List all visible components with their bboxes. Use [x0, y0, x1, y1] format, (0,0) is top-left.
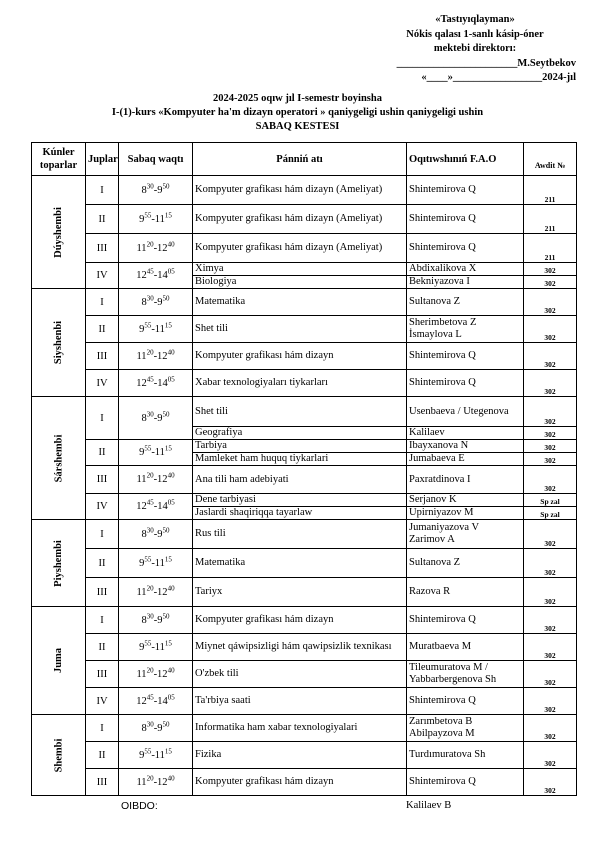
pair-number: III: [86, 578, 119, 607]
subject-cell: Matematika: [193, 289, 407, 316]
time-cell: $12^{45}-14^{05}$: [119, 263, 193, 289]
room-cell: 302: [524, 661, 577, 688]
subject-cell: Dene tarbiyasi: [193, 494, 407, 507]
schedule-table: [31, 142, 577, 796]
table-row: [32, 715, 577, 742]
approval-line3: mektebi direktorı:: [433, 43, 517, 54]
subject-cell: Kompyuter grafikası hám dizayn (Ameliyat): [193, 234, 407, 263]
subject-cell: Geografiya: [193, 427, 407, 440]
teacher-cell: Razova R: [407, 578, 524, 607]
time-cell: $8^{30}-9^{50}$: [119, 520, 193, 549]
pair-number: III: [86, 466, 119, 494]
approval-line2: Nókis qalası 1-sanlı kásip-óner: [406, 28, 544, 40]
table-row: [32, 370, 577, 397]
header-days: Kúnler toparlar: [32, 143, 86, 176]
table-row: [32, 520, 577, 549]
approval-line1: «Tastıyıqlayman»: [435, 14, 515, 25]
subject-cell: Kompyuter grafikası hám dizayn: [193, 769, 407, 796]
teacher-cell: Shintemirova Q: [407, 343, 524, 370]
teacher-cell: Sultanova Z: [407, 289, 524, 316]
pair-number: II: [86, 549, 119, 578]
table-row: [32, 578, 577, 607]
room-cell: 302: [524, 715, 577, 742]
time-cell: $9^{55}-11^{15}$: [119, 440, 193, 466]
room-cell: 302: [524, 440, 577, 453]
teacher-cell: Jumabaeva E: [407, 453, 524, 466]
day-cell: Sárshembi: [32, 397, 86, 520]
footer-label: OIBDO:: [121, 800, 158, 812]
table-row: [32, 234, 577, 263]
pair-number: I: [86, 176, 119, 205]
room-cell: 302: [524, 263, 577, 276]
table-row: [32, 176, 577, 205]
title-schedule: SABAQ KESTESI: [255, 121, 340, 132]
time-cell: $8^{30}-9^{50}$: [119, 607, 193, 634]
time-cell: $12^{45}-14^{05}$: [119, 494, 193, 520]
teacher-cell: Shintemirova Q: [407, 176, 524, 205]
table-row: [32, 466, 577, 494]
room-cell: 302: [524, 607, 577, 634]
room-cell: 302: [524, 453, 577, 466]
teacher-cell: Usenbaeva / Utegenova: [407, 397, 524, 427]
room-cell: 302: [524, 397, 577, 427]
teacher-cell: Bekniyazova I: [407, 276, 524, 289]
pair-number: I: [86, 397, 119, 440]
table-row: [32, 440, 577, 453]
room-cell: 302: [524, 549, 577, 578]
day-cell: Siyshenbi: [32, 289, 86, 397]
pair-number: IV: [86, 688, 119, 715]
subject-cell: Ximya: [193, 263, 407, 276]
time-cell: $9^{55}-11^{15}$: [119, 549, 193, 578]
room-cell: 302: [524, 466, 577, 494]
subject-cell: Informatika ham xabar texnologiyalari: [193, 715, 407, 742]
teacher-cell: Shintemirova Q: [407, 370, 524, 397]
teacher-cell: Sultanova Z: [407, 549, 524, 578]
day-cell: Piyshembi: [32, 520, 86, 607]
time-cell: $12^{45}-14^{05}$: [119, 370, 193, 397]
room-cell: 302: [524, 688, 577, 715]
room-cell: 211: [524, 234, 577, 263]
time-cell: $11^{20}-12^{40}$: [119, 466, 193, 494]
teacher-cell: Jumaniyazova V Zarimov A: [407, 520, 524, 549]
teacher-cell: Muratbaeva M: [407, 634, 524, 661]
room-cell: 302: [524, 520, 577, 549]
table-row: [32, 688, 577, 715]
room-cell: 302: [524, 316, 577, 343]
table-row: [32, 549, 577, 578]
room-cell: 302: [524, 289, 577, 316]
teacher-cell: Sherimbetova Z İsmaylova L: [407, 316, 524, 343]
room-cell: 302: [524, 276, 577, 289]
pair-number: I: [86, 289, 119, 316]
teacher-cell: Paxratdinova I: [407, 466, 524, 494]
table-row: [32, 263, 577, 276]
teacher-cell: Tileumuratova M / Yabbarbergenova Sh: [407, 661, 524, 688]
room-cell: 302: [524, 427, 577, 440]
table-row: [32, 661, 577, 688]
document-title: [0, 92, 595, 134]
room-cell: 211: [524, 205, 577, 234]
pair-number: IV: [86, 370, 119, 397]
time-cell: $8^{30}-9^{50}$: [119, 176, 193, 205]
teacher-cell: Shintemirova Q: [407, 769, 524, 796]
approval-date-line: «____»_________________2024-jıl: [421, 72, 576, 83]
subject-cell: Kompyuter grafikası hám dizayn (Ameliyat): [193, 205, 407, 234]
header-teacher: Oqıtıwshınıń F.A.O: [407, 143, 524, 176]
room-cell: 211: [524, 176, 577, 205]
day-cell: Shembi: [32, 715, 86, 796]
room-cell: 302: [524, 769, 577, 796]
pair-number: I: [86, 607, 119, 634]
time-cell: $11^{20}-12^{40}$: [119, 661, 193, 688]
time-cell: $9^{55}-11^{15}$: [119, 634, 193, 661]
teacher-cell: Shintemirova Q: [407, 205, 524, 234]
subject-cell: Mamleket ham huquq tiykarlari: [193, 453, 407, 466]
teacher-cell: Shintemirova Q: [407, 688, 524, 715]
room-cell: 302: [524, 370, 577, 397]
room-cell: Sp zal: [524, 507, 577, 520]
table-row: [32, 742, 577, 769]
pair-number: I: [86, 715, 119, 742]
room-cell: 302: [524, 578, 577, 607]
pair-number: III: [86, 769, 119, 796]
table-row: [32, 316, 577, 343]
table-row: [32, 494, 577, 507]
subject-cell: Miynet qáwipsizligi hám qawipsizlik texnikası: [193, 634, 407, 661]
pair-number: IV: [86, 494, 119, 520]
table-row: [32, 289, 577, 316]
table-row: [32, 343, 577, 370]
pair-number: II: [86, 205, 119, 234]
time-cell: $11^{20}-12^{40}$: [119, 343, 193, 370]
subject-cell: Kompyuter grafikası hám dizayn: [193, 343, 407, 370]
time-cell: $11^{20}-12^{40}$: [119, 578, 193, 607]
teacher-cell: Zarımbetova B Abilpayzova M: [407, 715, 524, 742]
table-row: [32, 607, 577, 634]
footer-signatory: Kalilaev B: [406, 800, 452, 811]
subject-cell: Biologiya: [193, 276, 407, 289]
pair-number: II: [86, 316, 119, 343]
header-pair: Juplar: [86, 143, 119, 176]
teacher-cell: Turdımuratova Sh: [407, 742, 524, 769]
pair-number: I: [86, 520, 119, 549]
pair-number: II: [86, 440, 119, 466]
day-cell: Juma: [32, 607, 86, 715]
time-cell: $8^{30}-9^{50}$: [119, 397, 193, 440]
time-cell: $8^{30}-9^{50}$: [119, 715, 193, 742]
teacher-cell: Ibayxanova N: [407, 440, 524, 453]
subject-cell: Kompyuter grafikası hám dizayn: [193, 607, 407, 634]
header-room: Awdit №: [524, 143, 577, 176]
time-cell: $8^{30}-9^{50}$: [119, 289, 193, 316]
teacher-cell: Shintemirova Q: [407, 234, 524, 263]
subject-cell: Shet tili: [193, 316, 407, 343]
subject-cell: Ana tili ham adebiyati: [193, 466, 407, 494]
table-row: [32, 205, 577, 234]
pair-number: IV: [86, 263, 119, 289]
pair-number: III: [86, 234, 119, 263]
time-cell: $12^{45}-14^{05}$: [119, 688, 193, 715]
approval-signature-line: _______________________M.Seytbekov: [396, 57, 576, 69]
teacher-cell: Abdixalikova X: [407, 263, 524, 276]
header-subject: Pánniń atı: [193, 143, 407, 176]
table-row: [32, 769, 577, 796]
subject-cell: Tariyx: [193, 578, 407, 607]
time-cell: $9^{55}-11^{15}$: [119, 316, 193, 343]
time-cell: $9^{55}-11^{15}$: [119, 205, 193, 234]
subject-cell: Jaslardi shaqiriqqa tayarlaw: [193, 507, 407, 520]
teacher-cell: Upirniyazov M: [407, 507, 524, 520]
header-row: [32, 143, 577, 176]
time-cell: $9^{55}-11^{15}$: [119, 742, 193, 769]
day-cell: Dúyshembi: [32, 176, 86, 289]
subject-cell: Xabar texnologiyaları tiykarları: [193, 370, 407, 397]
subject-cell: Kompyuter grafikası hám dizayn (Ameliyat): [193, 176, 407, 205]
title-course: I-(1)-kurs «Kompyuter ha'm dizayn operatori » qaniygeligi ushin qaniygeligi ushin: [111, 107, 484, 118]
subject-cell: Tarbiya: [193, 440, 407, 453]
subject-cell: Fizika: [193, 742, 407, 769]
table-row: [32, 397, 577, 427]
time-cell: $11^{20}-12^{40}$: [119, 769, 193, 796]
subject-cell: O'zbek tili: [193, 661, 407, 688]
pair-number: II: [86, 742, 119, 769]
title-year: 2024-2025 oqıw jıl I-semestr boyinsha: [213, 93, 382, 104]
room-cell: 302: [524, 343, 577, 370]
time-cell: $11^{20}-12^{40}$: [119, 234, 193, 263]
teacher-cell: Serjanov K: [407, 494, 524, 507]
subject-cell: Rus tili: [193, 520, 407, 549]
subject-cell: Matematika: [193, 549, 407, 578]
approval-block: [360, 13, 590, 86]
teacher-cell: Shintemirova Q: [407, 607, 524, 634]
room-cell: 302: [524, 742, 577, 769]
header-time: Sabaq waqtı: [119, 143, 193, 176]
subject-cell: Shet tili: [193, 397, 407, 427]
teacher-cell: Kalilaev: [407, 427, 524, 440]
room-cell: Sp zal: [524, 494, 577, 507]
room-cell: 302: [524, 634, 577, 661]
pair-number: II: [86, 634, 119, 661]
pair-number: III: [86, 661, 119, 688]
table-row: [32, 634, 577, 661]
subject-cell: Ta'rbiya saati: [193, 688, 407, 715]
pair-number: III: [86, 343, 119, 370]
